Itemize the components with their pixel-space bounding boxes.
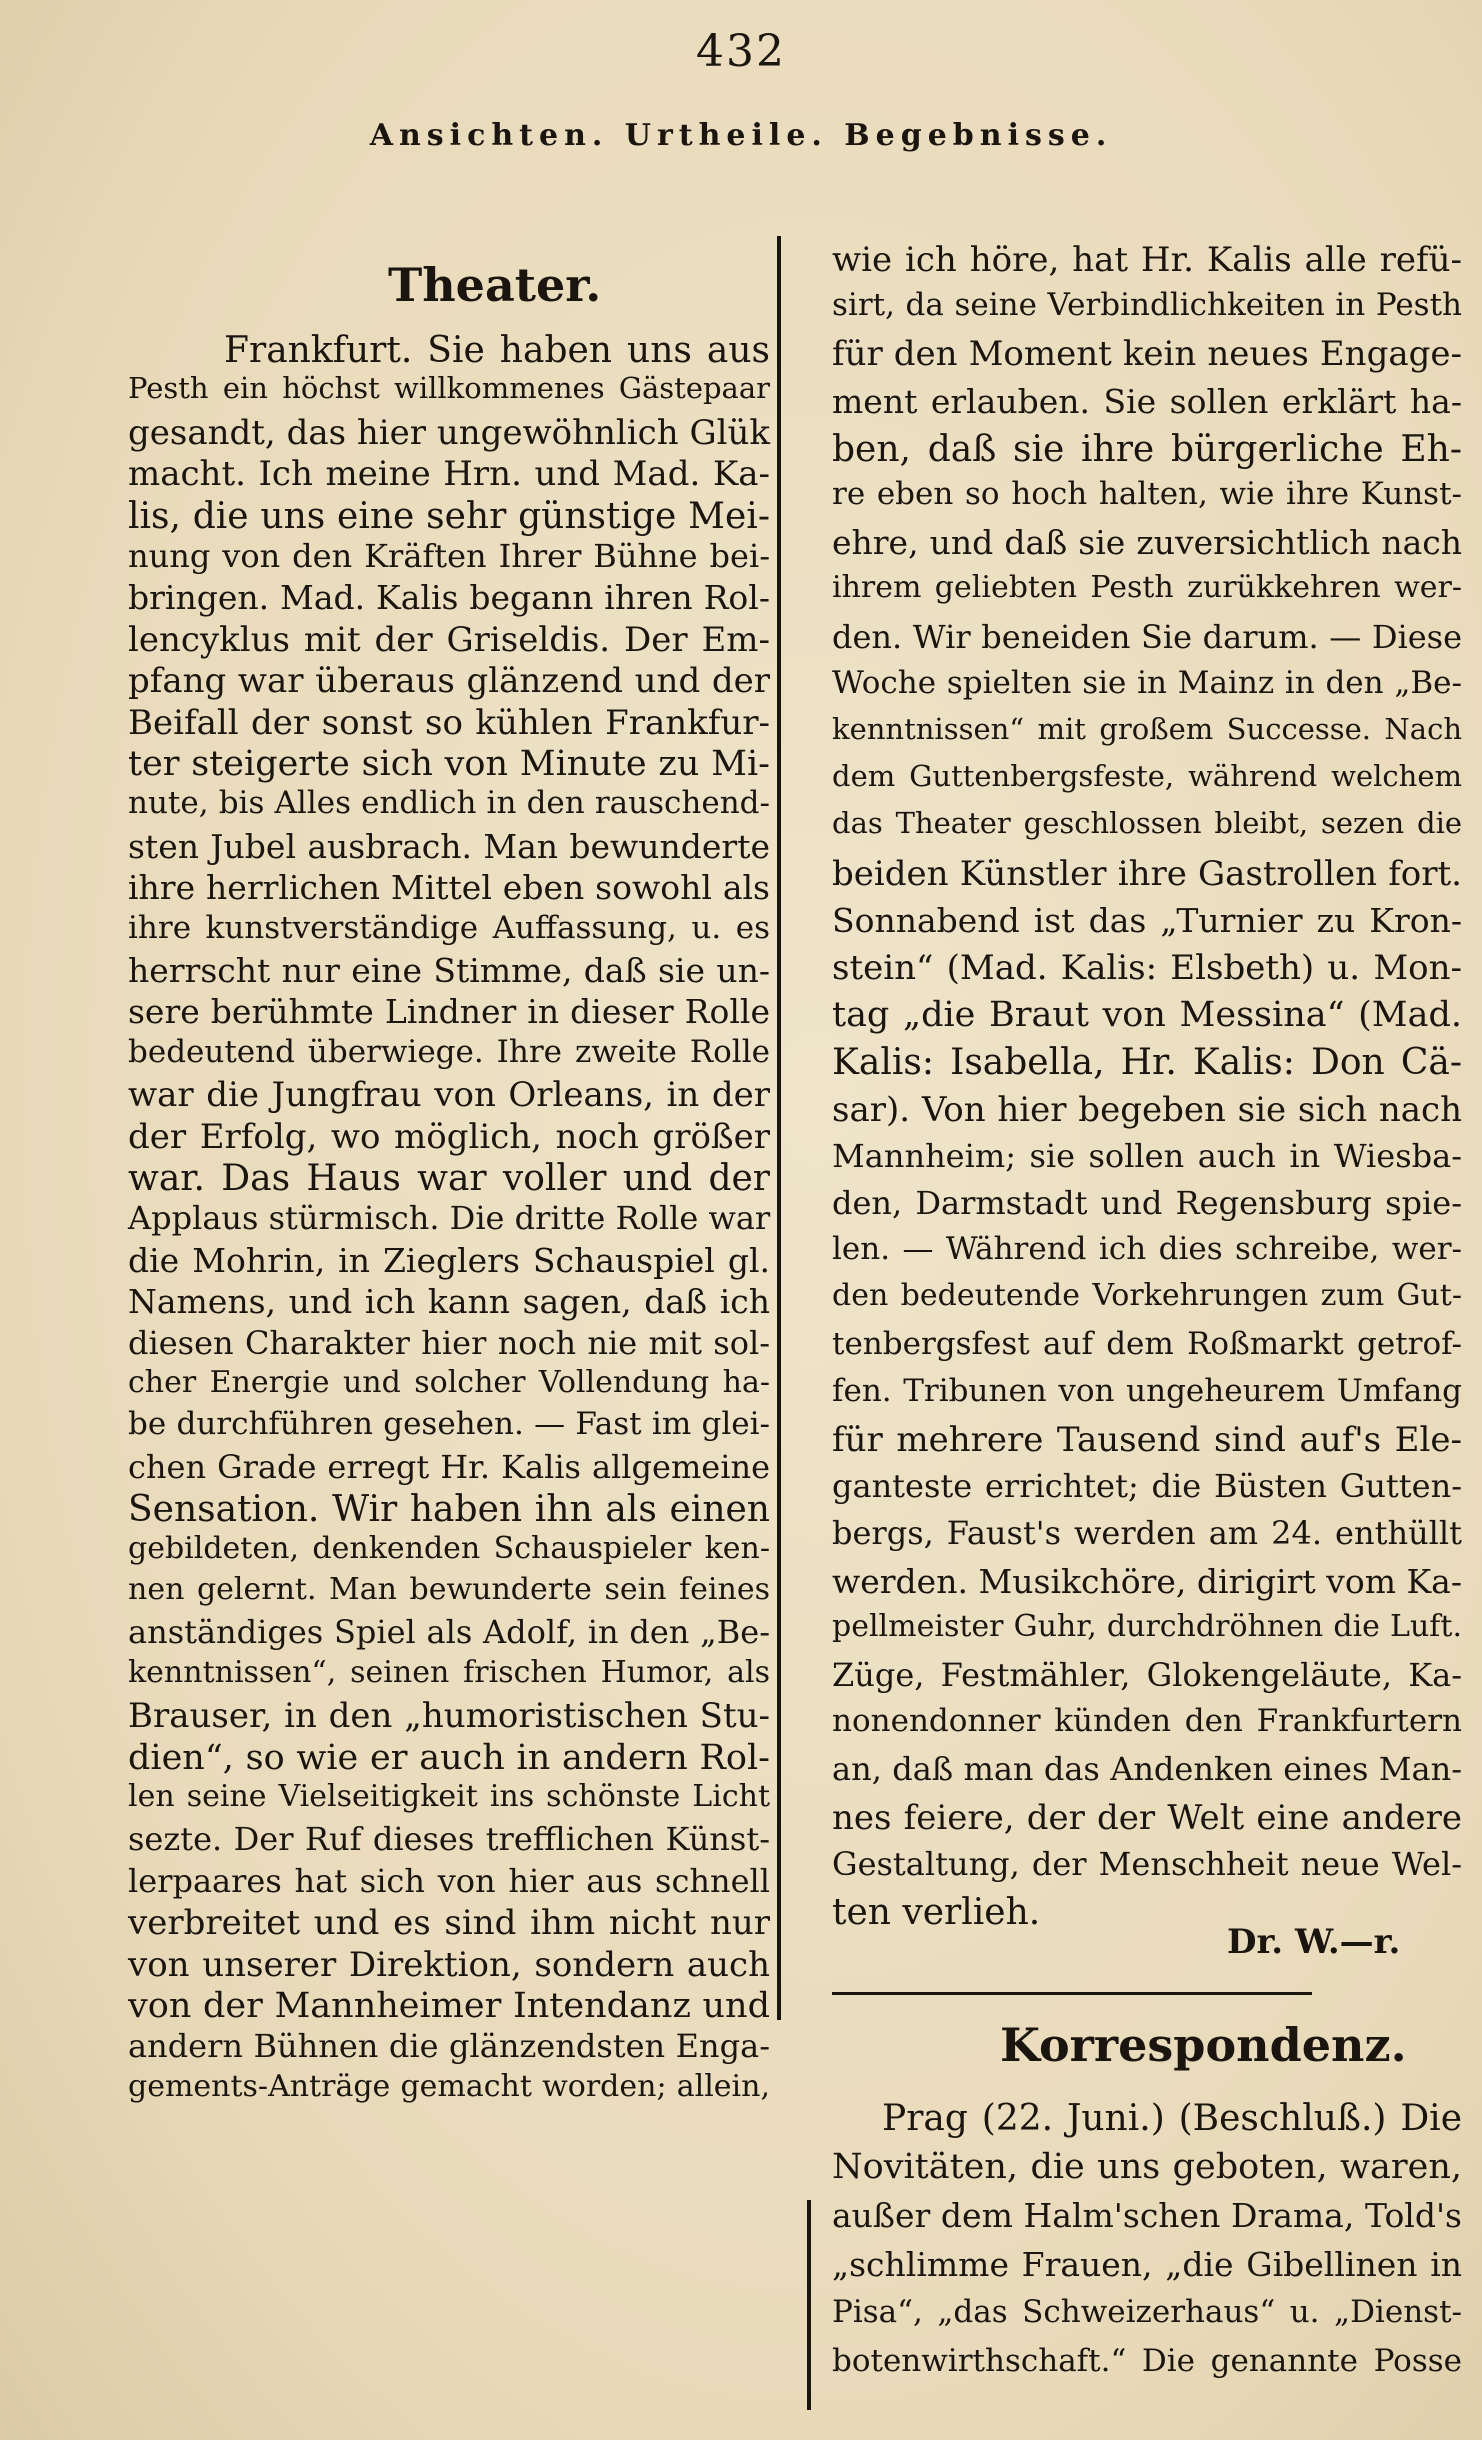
- text-line: Gestaltung, der Menschheit neue Wel-: [832, 1844, 1462, 1883]
- article-signature: Dr. W.—r.: [1227, 1922, 1401, 1962]
- text-line: für mehrere Tausend sind auf's Ele-: [832, 1420, 1462, 1460]
- text-line: nung von den Kräften Ihrer Bühne bei-: [128, 537, 770, 575]
- column-rule-lower: [807, 2200, 811, 2410]
- text-line: sere berühmte Lindner in dieser Rolle: [128, 992, 770, 1032]
- text-line: lencyklus mit der Griseldis. Der Em-: [128, 619, 770, 660]
- text-line: Novitäten, die uns geboten, waren,: [832, 2147, 1462, 2187]
- text-line: lerpaares hat sich von hier aus schnell: [128, 1861, 770, 1900]
- text-line: war die Jungfrau von Orleans, in der: [128, 1075, 770, 1116]
- text-line: ihre herrlichen Mittel eben sowohl als: [128, 868, 770, 908]
- text-line: ter steigerte sich von Minute zu Mi-: [128, 744, 770, 784]
- korrespondenz-title: Korrespondenz.: [1000, 2018, 1407, 2072]
- text-line: sar). Von hier begeben sie sich nach: [832, 1089, 1462, 1130]
- text-line: Mannheim; sie sollen auch in Wiesba-: [832, 1136, 1462, 1175]
- text-line: bergs, Faust's werden am 24. enthüllt: [832, 1514, 1462, 1553]
- text-line: dem Guttenbergsfeste, während welchem: [832, 759, 1462, 794]
- text-line: Kalis: Isabella, Hr. Kalis: Don Cä-: [832, 1042, 1462, 1084]
- text-line: nute, bis Alles endlich in den rauschend-: [128, 785, 770, 822]
- text-line: fen. Tribunen von ungeheurem Umfang: [832, 1372, 1462, 1409]
- text-line: tag „die Braut von Messina“ (Mad.: [832, 995, 1462, 1036]
- text-line: nes feiere, der der Welt eine andere: [832, 1797, 1462, 1838]
- text-line: sirt, da seine Verbindlichkeiten in Pesth: [832, 287, 1462, 324]
- text-line: Züge, Festmähler, Glokengeläute, Ka-: [832, 1656, 1462, 1694]
- section-heading: Ansichten. Urtheile. Begebnisse.: [369, 118, 1113, 153]
- text-line: Sensation. Wir haben ihn als einen: [128, 1489, 770, 1531]
- text-line: beiden Künstler ihre Gastrollen fort.: [832, 853, 1462, 894]
- text-line: wie ich höre, hat Hr. Kalis alle refü-: [832, 240, 1462, 280]
- text-line: ihrem geliebten Pesth zurükkehren wer-: [832, 570, 1462, 606]
- text-line: Prag (22. Juni.) (Beschluß.) Die: [882, 2098, 1462, 2139]
- text-line: chen Grade erregt Hr. Kalis allgemeine: [128, 1447, 770, 1486]
- text-line: Beifall der sonst so kühlen Frankfur-: [128, 702, 770, 743]
- section-divider: [832, 1992, 1312, 1995]
- text-line: gesandt, das hier ungewöhnlich Glük: [128, 412, 770, 453]
- text-line: stein“ (Mad. Kalis: Elsbeth) u. Mon-: [832, 948, 1462, 988]
- text-line: das Theater geschlossen bleibt, sezen die: [832, 806, 1462, 841]
- text-line: Pesth ein höchst willkommenes Gästepaar: [128, 371, 770, 406]
- text-line: re eben so hoch halten, wie ihre Kunst-: [832, 476, 1462, 512]
- text-line: pellmeister Guhr, durchdröhnen die Luft.: [832, 1608, 1462, 1644]
- text-line: Frankfurt. Sie haben uns aus: [224, 330, 770, 371]
- text-line: Brauser, in den „humoristischen Stu-: [128, 1696, 770, 1737]
- text-line: Namens, und ich kann sagen, daß ich: [128, 1282, 770, 1322]
- text-line: ment erlauben. Sie sollen erklärt ha-: [832, 381, 1462, 421]
- text-line: nen gelernt. Man bewunderte sein feines: [128, 1572, 770, 1607]
- text-line: diesen Charakter hier noch nie mit sol-: [128, 1323, 770, 1362]
- text-line: dien“, so wie er auch in andern Rol-: [128, 1737, 770, 1778]
- text-line: sten Jubel ausbrach. Man bewunderte: [128, 826, 770, 866]
- text-line: die Mohrin, in Zieglers Schauspiel gl.: [128, 1240, 770, 1280]
- column-rule: [777, 236, 781, 2020]
- text-line: den. Wir beneiden Sie darum. — Diese: [832, 617, 1462, 656]
- text-line: pfang war überaus glänzend und der: [128, 661, 770, 702]
- text-line: ten verlieh.: [832, 1892, 1041, 1933]
- text-line: Sonnabend ist das „Turnier zu Kron-: [832, 900, 1462, 940]
- text-line: den bedeutende Vorkehrungen zum Gut-: [832, 1278, 1462, 1314]
- text-line: an, daß man das Andenken eines Man-: [832, 1750, 1462, 1789]
- text-line: den, Darmstadt und Regensburg spie-: [832, 1184, 1462, 1222]
- text-line: be durchführen gesehen. — Fast im glei-: [128, 1406, 770, 1443]
- text-line: sezte. Der Ruf dieses trefflichen Künst-: [128, 1820, 770, 1859]
- text-line: cher Energie und solcher Vollendung ha-: [128, 1365, 770, 1400]
- text-line: andern Bühnen die glänzendsten Enga-: [128, 2027, 770, 2066]
- text-line: ben, daß sie ihre bürgerliche Eh-: [832, 428, 1462, 470]
- text-line: len seine Vielseitigkeit ins schönste Licht: [128, 1779, 770, 1814]
- text-line: verbreitet und es sind ihm nicht nur: [128, 1903, 770, 1944]
- text-line: lis, die uns eine sehr günstige Mei-: [128, 495, 770, 537]
- text-line: bringen. Mad. Kalis begann ihren Rol-: [128, 578, 770, 618]
- text-line: „schlimme Frauen, „die Gibellinen in: [832, 2245, 1462, 2284]
- text-line: ihre kunstverständige Auffassung, u. es: [128, 909, 770, 946]
- text-line: von unserer Direktion, sondern auch: [128, 1944, 770, 1985]
- text-line: von der Mannheimer Intendanz und: [128, 1986, 770, 2026]
- text-line: tenbergsfest auf dem Roßmarkt getrof-: [832, 1325, 1462, 1362]
- text-line: nonendonner künden den Frankfurtern: [832, 1703, 1462, 1740]
- text-line: kenntnissen“, seinen frischen Humor, als: [128, 1654, 770, 1690]
- text-line: Woche spielten sie in Mainz in den „Be-: [832, 664, 1462, 701]
- page-number: 432: [696, 26, 786, 77]
- text-line: herrscht nur eine Stimme, daß sie un-: [128, 951, 770, 990]
- text-line: für den Moment kein neues Engage-: [832, 334, 1462, 375]
- text-line: Applaus stürmisch. Die dritte Rolle war: [128, 1199, 771, 1238]
- text-line: botenwirthschaft.“ Die genannte Posse: [832, 2343, 1462, 2379]
- text-line: Pisa“, „das Schweizerhaus“ u. „Dienst-: [832, 2294, 1462, 2330]
- text-line: ehre, und daß sie zuversichtlich nach: [832, 523, 1462, 563]
- text-line: anständiges Spiel als Adolf, in den „Be-: [128, 1613, 770, 1652]
- text-line: werden. Musikchöre, dirigirt vom Ka-: [832, 1561, 1462, 1601]
- text-line: außer dem Halm'schen Drama, Told's: [832, 2196, 1462, 2235]
- text-line: gements-Anträge gemacht worden; allein,: [128, 2068, 770, 2104]
- text-line: kenntnissen“ mit großem Successe. Nach: [832, 712, 1462, 746]
- theater-title: Theater.: [388, 258, 602, 312]
- text-line: macht. Ich meine Hrn. und Mad. Ka-: [128, 454, 770, 495]
- text-line: der Erfolg, wo möglich, noch größer: [128, 1116, 770, 1157]
- text-line: ganteste errichtet; die Büsten Gutten-: [832, 1467, 1462, 1506]
- text-line: len. — Während ich dies schreibe, wer-: [832, 1231, 1462, 1268]
- text-line: bedeutend überwiege. Ihre zweite Rolle: [128, 1033, 770, 1070]
- text-line: gebildeten, denkenden Schauspieler ken-: [128, 1530, 770, 1566]
- text-line: war. Das Haus war voller und der: [128, 1158, 770, 1199]
